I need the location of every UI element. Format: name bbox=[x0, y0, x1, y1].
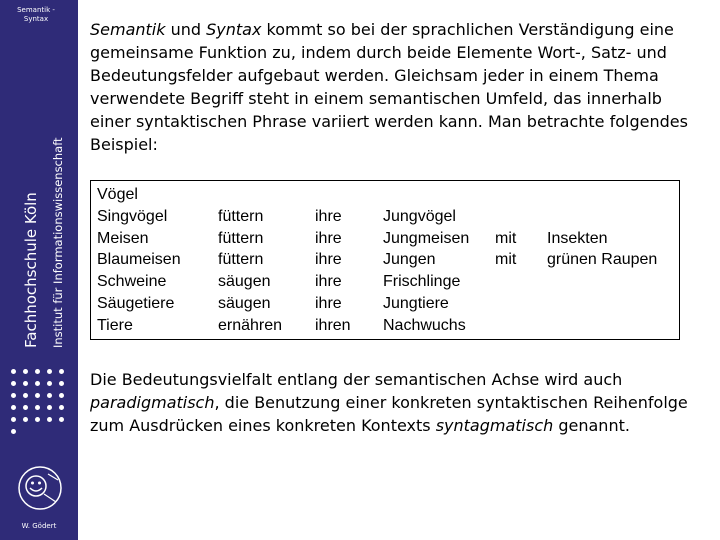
verb: säugen bbox=[218, 273, 271, 291]
preposition: mit bbox=[495, 229, 517, 247]
school-name: Fachhochschule Köln bbox=[22, 192, 40, 348]
dot-pattern bbox=[8, 366, 70, 446]
pronoun: ihre bbox=[315, 229, 342, 247]
object: Jungmeisen bbox=[383, 229, 470, 247]
objects-column bbox=[383, 206, 469, 337]
topic-line-1: Semantik - bbox=[17, 6, 55, 14]
verb: füttern bbox=[218, 251, 264, 269]
pronoun: ihre bbox=[315, 251, 342, 269]
prepositions-column bbox=[495, 228, 516, 272]
subject: Meisen bbox=[97, 229, 149, 247]
example-table bbox=[90, 180, 680, 340]
object: Nachwuchs bbox=[383, 316, 466, 334]
subject: Schweine bbox=[97, 273, 167, 291]
subject: Tiere bbox=[97, 316, 133, 334]
subject: Säugetiere bbox=[97, 294, 175, 312]
intro-text-a: und bbox=[165, 20, 207, 39]
pronoun: ihre bbox=[315, 294, 342, 312]
complements-column bbox=[547, 228, 657, 272]
subject: Singvögel bbox=[97, 207, 168, 225]
outro-text-b: , die Benutzung einer konkreten syntaktischen Reihenfolge zum Ausdrücken eines konkreten Kontexts bbox=[90, 393, 688, 435]
subjects-column bbox=[97, 184, 181, 337]
verb: füttern bbox=[218, 207, 264, 225]
topic-line-2: Syntax bbox=[23, 15, 49, 23]
sidebar bbox=[0, 0, 78, 540]
complement: grünen Raupen bbox=[547, 251, 658, 269]
intro-text-b: kommt so bei der sprachlichen Verständigung eine gemeinsame Funktion zu, indem durch beide Elemente Wort-, Satz- und Bedeutungsfelder aufgebaut werden. Gleichsam jeder in einem Thema verwendete Begriff steht in einem semantischen Umfeld, das innerhalb einer syntaktischen Phrase variiert werden kann. Man betrachte folgendes Beispiel: bbox=[90, 20, 688, 154]
object: Jungen bbox=[383, 251, 436, 269]
outro-text-a: Die Bedeutungsvielfalt entlang der semantischen Achse wird auch bbox=[90, 370, 623, 389]
subject: Vögel bbox=[97, 186, 138, 203]
pronoun: ihre bbox=[315, 207, 342, 225]
complement: Insekten bbox=[547, 229, 608, 247]
subject: Blaumeisen bbox=[97, 251, 181, 269]
topic-label bbox=[8, 6, 64, 24]
author-name: W. Gödert bbox=[21, 522, 57, 530]
verb: säugen bbox=[218, 294, 271, 312]
outro-text-c: genannt. bbox=[553, 416, 630, 435]
intro-term-syntax: Syntax bbox=[206, 20, 262, 39]
intro-term-semantik: Semantik bbox=[90, 20, 166, 39]
outro-term-paradigmatisch: paradigmatisch bbox=[90, 393, 215, 412]
pronoun: ihren bbox=[315, 316, 351, 334]
preposition: mit bbox=[495, 251, 517, 269]
outro-paragraph bbox=[90, 368, 710, 437]
verb: ernähren bbox=[218, 316, 283, 334]
institute-name: Institut für Informationswissenschaft bbox=[51, 137, 65, 348]
verbs-column bbox=[218, 206, 282, 337]
object: Frischlinge bbox=[383, 273, 461, 291]
pronouns-column bbox=[315, 206, 351, 337]
smiley-logo-icon bbox=[16, 464, 64, 512]
object: Jungvögel bbox=[383, 207, 456, 225]
pronoun: ihre bbox=[315, 273, 342, 291]
intro-paragraph bbox=[90, 18, 700, 156]
verb: füttern bbox=[218, 229, 264, 247]
object: Jungtiere bbox=[383, 294, 449, 312]
outro-term-syntagmatisch: syntagmatisch bbox=[435, 416, 554, 435]
